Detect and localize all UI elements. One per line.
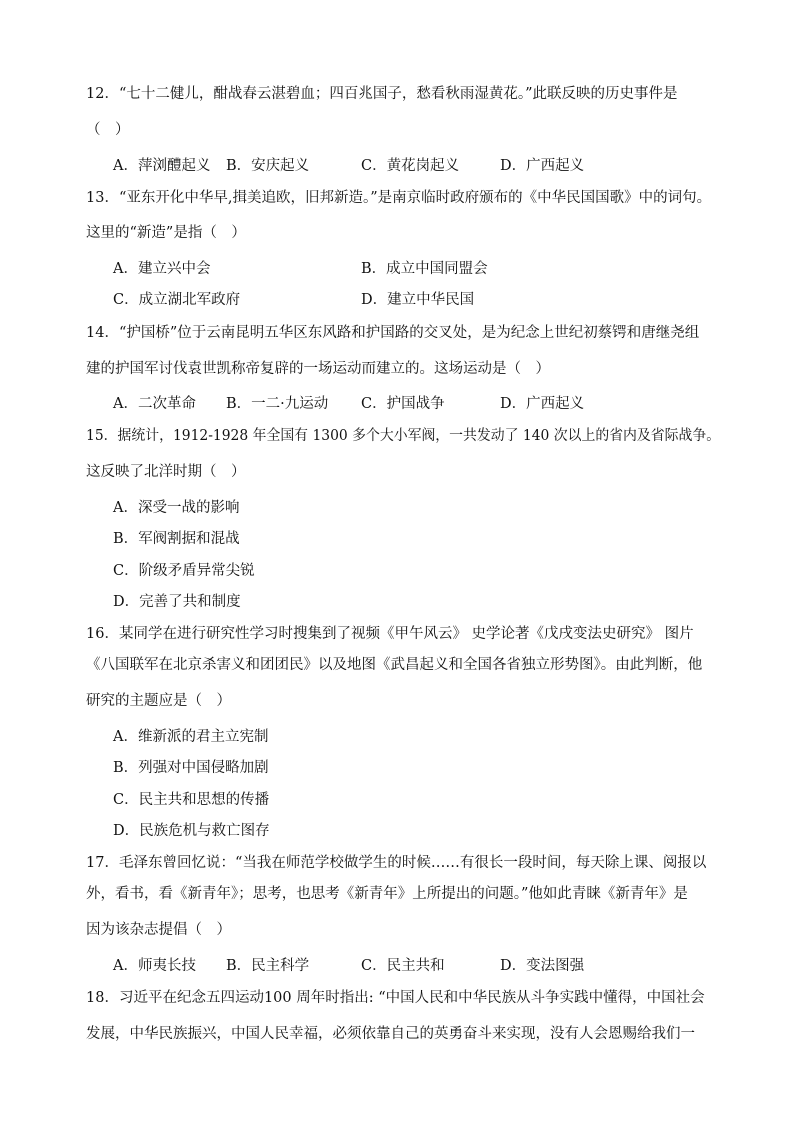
question-16-option-c: C．民主共和思想的传播: [113, 792, 270, 808]
question-18-stem-line-2: 发展，中华民族振兴，中国人民幸福，必须依靠自己的英勇奋斗来实现，没有人会恩赐给我们一: [86, 1026, 695, 1042]
question-13-stem-line-1: 13．“亚东开化中华早,揖美追欧，旧邦新造。”是南京临时政府颁布的《中华民国国歌》中的词句。: [86, 190, 712, 206]
question-14-option-b: B．一二·九运动: [226, 396, 329, 412]
question-16-stem-line-3: 研究的主题应是（ ）: [86, 693, 231, 709]
question-13-option-c: C．成立湖北军政府: [113, 292, 241, 308]
question-17-option-b: B．民主科学: [226, 958, 310, 974]
question-17-option-a: A．师夷长技: [113, 958, 196, 974]
question-13-stem-line-2: 这里的“新造”是指（ ）: [86, 225, 246, 241]
question-12-option-a: A．萍浏醴起义: [113, 158, 211, 174]
question-12-option-d: D．广西起义: [500, 158, 585, 174]
question-14-stem-line-2: 建的护国军讨伐袁世凯称帝复辟的一场运动而建立的。这场运动是（ ）: [86, 361, 550, 377]
question-15-stem-line-2: 这反映了北洋时期（ ）: [86, 464, 246, 480]
question-15-stem-line-1: 15．据统计，1912-1928 年全国有 1300 多个大小军阀，一共发动了 140 次以上的省内及省际战争。: [86, 428, 721, 444]
question-13-option-b: B．成立中国同盟会: [361, 261, 488, 277]
question-17-stem-line-2: 外，看书，看《新青年》；思考，也思考《新青年》上所提出的问题。”他如此青睐《新青年》是: [86, 886, 688, 902]
question-15-option-b: B．军阀割据和混战: [113, 531, 240, 547]
question-15-option-a: A．深受一战的影响: [113, 500, 240, 516]
question-16-option-b: B．列强对中国侵略加剧: [113, 760, 269, 776]
question-14-stem-line-1: 14．“护国桥”位于云南昆明五华区东风路和护国路的交叉处，是为纪念上世纪初蔡锷和唐继尧组: [86, 325, 700, 341]
question-12-stem-line-2: （ ）: [86, 122, 130, 138]
question-15-option-c: C．阶级矛盾异常尖锐: [113, 563, 255, 579]
question-12-option-c: C．黄花岗起义: [361, 158, 460, 174]
question-14-option-c: C．护国战争: [361, 396, 445, 412]
question-13-option-d: D．建立中华民国: [361, 292, 475, 308]
question-12-option-b: B．安庆起义: [226, 158, 310, 174]
question-14-option-d: D．广西起义: [500, 396, 585, 412]
question-17-option-c: C．民主共和: [361, 958, 445, 974]
question-12-stem-line-1: 12．“七十二健儿，酣战春云湛碧血；四百兆国子，愁看秋雨湿黄花。”此联反映的历史事件是: [86, 86, 678, 102]
question-16-stem-line-1: 16．某同学在进行研究性学习时搜集到了视频《甲午风云》 史学论著《戊戌变法史研究》 图片: [86, 626, 694, 642]
question-17-stem-line-3: 因为该杂志提倡（ ）: [86, 922, 231, 938]
question-17-stem-line-1: 17．毛泽东曾回忆说：“当我在师范学校做学生的时候……有很长一段时间，每天除上课、阅报以: [86, 855, 707, 871]
question-17-option-d: D．变法图强: [500, 958, 585, 974]
question-16-stem-line-2: 《八国联军在北京杀害义和团团民》以及地图《武昌起义和全国各省独立形势图》。由此判断，他: [86, 657, 703, 673]
question-16-option-a: A．维新派的君主立宪制: [113, 729, 269, 745]
question-16-option-d: D．民族危机与救亡图存: [113, 823, 270, 839]
question-14-option-a: A．二次革命: [113, 396, 196, 412]
question-13-option-a: A．建立兴中会: [113, 261, 211, 277]
question-18-stem-line-1: 18．习近平在纪念五四运动100 周年时指出: “中国人民和中华民族从斗争实践中懂得，中国社会: [86, 990, 705, 1006]
question-15-option-d: D．完善了共和制度: [113, 594, 241, 610]
